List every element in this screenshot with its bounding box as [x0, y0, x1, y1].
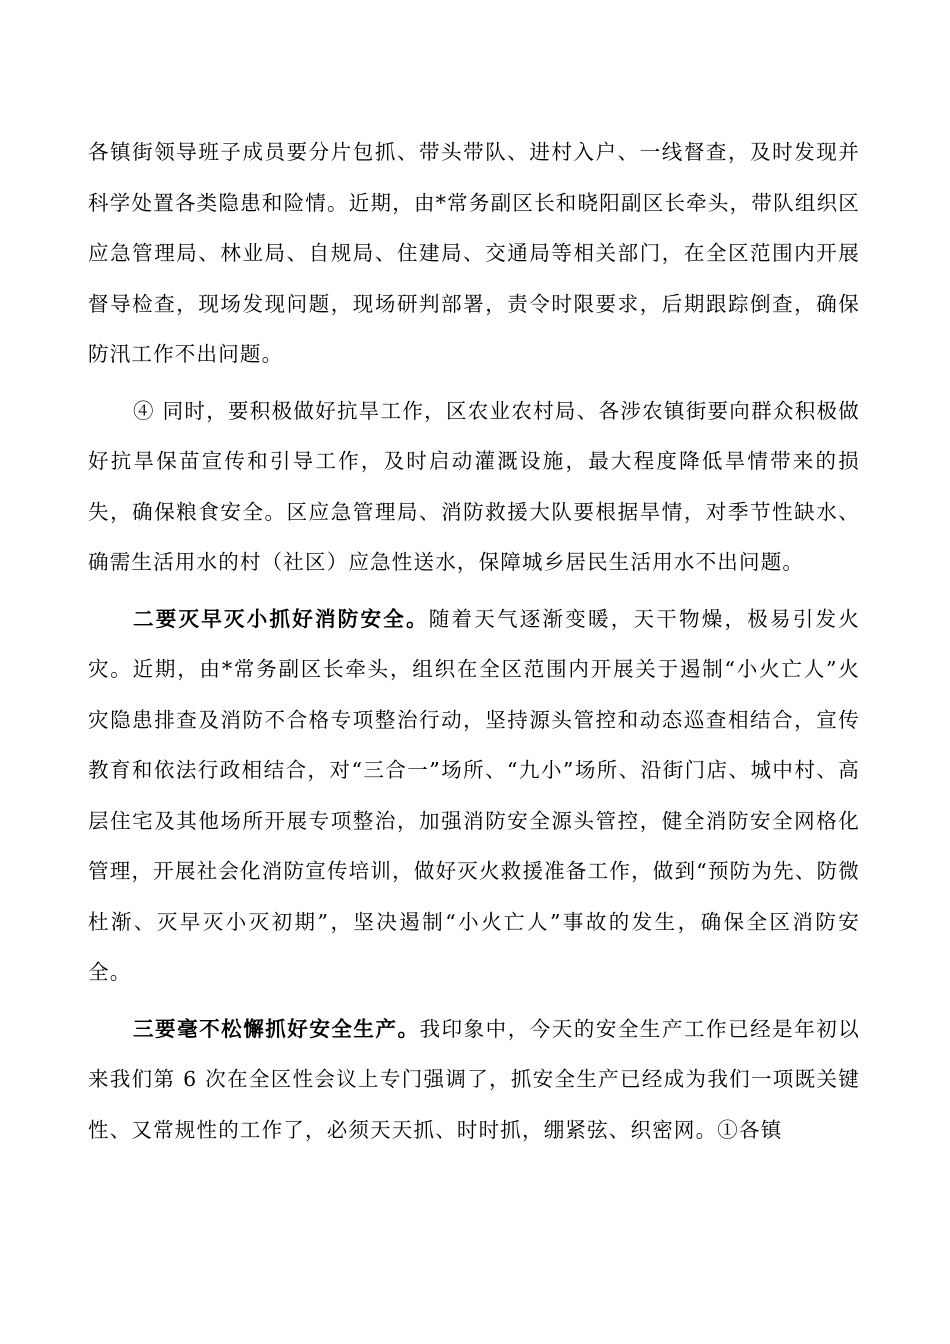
paragraph-continuation: [88, 127, 860, 380]
paragraph-text: 各镇街领导班子成员要分片包抓、带头带队、进村入户、一线督查，及时发现并科学处置各类隐患和险情。近期，由*常务副区长和晓阳副区长牵头，带队组织区应急管理局、林业局、自规局、住建局、交通局等相关部门，在全区范围内开展督导检查，现场发现问题，现场研判部署，责令时限要求，后期跟踪倒查，确保防汛工作不出问题。: [88, 140, 860, 366]
paragraph-fire-safety: [88, 594, 860, 998]
document-body: [88, 127, 860, 1161]
paragraph-lead-heading: 三要毫不松懈抓好安全生产。: [133, 1016, 420, 1041]
paragraph-production-safety: [88, 1004, 860, 1156]
paragraph-lead-heading: 二要灭早灭小抓好消防安全。: [133, 606, 429, 631]
paragraph-text: 随着天气逐渐变暖，天干物燥，极易引发火灾。近期，由*常务副区长牵头，组织在全区范围内开展关于遏制“小火亡人”火灾隐患排查及消防不合格专项整治行动，坚持源头管控和动态巡查相结合，宣传教育和依法行政相结合，对“三合一”场所、“九小”场所、沿街门店、城中村、高层住宅及其他场所开展专项整治，加强消防安全源头管控，健全消防安全网格化管理，开展社会化消防宣传培训，做好灭火救援准备工作，做到“预防为先、防微杜渐、灭早灭小灭初期”，坚决遏制“小火亡人”事故的发生，确保全区消防安全。: [88, 606, 860, 984]
paragraph-text: ④ 同时，要积极做好抗旱工作，区农业农村局、各涉农镇街要向群众积极做好抗旱保苗宣传和引导工作，及时启动灌溉设施，最大程度降低旱情带来的损失，确保粮食安全。区应急管理局、消防救援大队要根据旱情，对季节性缺水、确需生活用水的村（社区）应急性送水，保障城乡居民生活用水不出问题。: [88, 398, 860, 574]
paragraph-text: 我印象中，今天的安全生产工作已经是年初以来我们第 6 次在全区性会议上专门强调了，抓安全生产已经成为我们一项既关键性、又常规性的工作了，必须天天抓、时时抓，绷紧弦、织密网。①各镇: [88, 1016, 860, 1142]
paragraph-drought: [88, 386, 860, 588]
